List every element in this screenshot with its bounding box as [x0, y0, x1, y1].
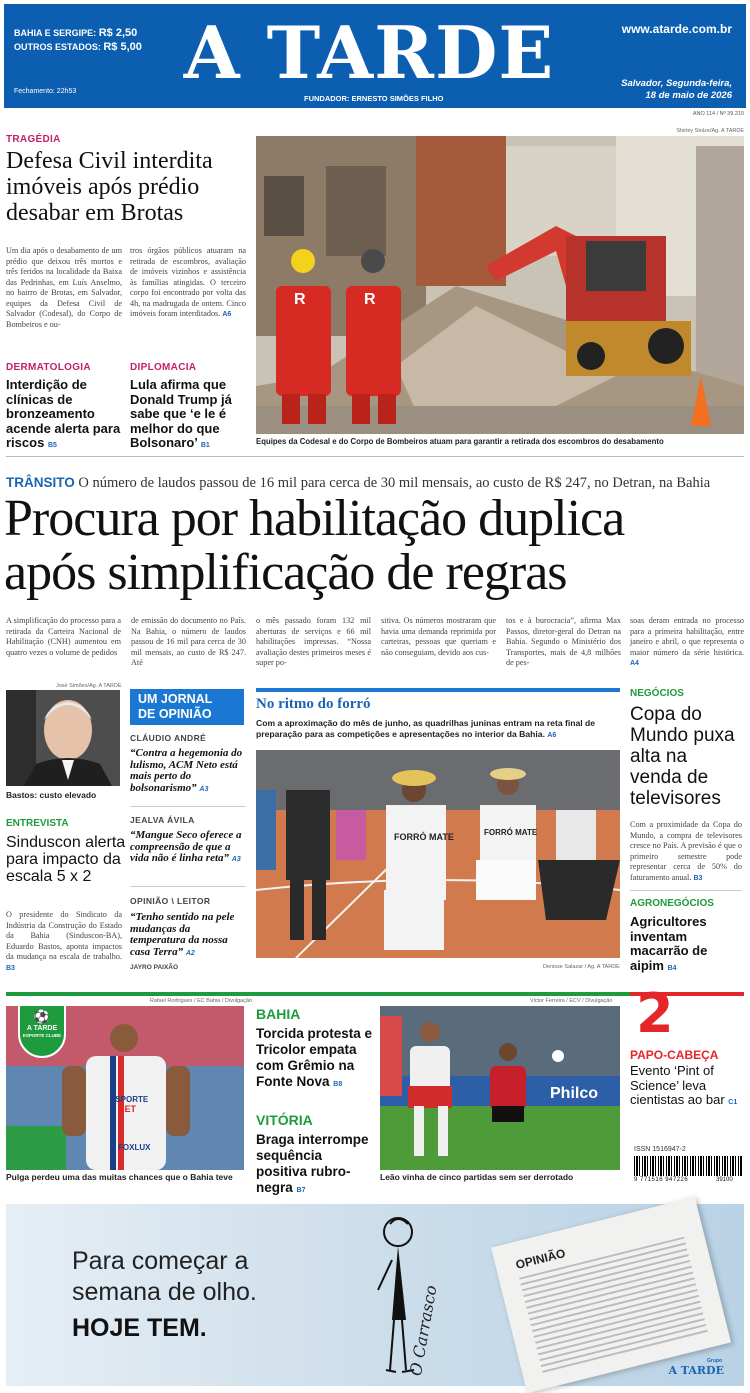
- edition-date: Salvador, Segunda-feira, 18 de maio de 2026: [621, 78, 732, 101]
- bahia-headline[interactable]: Torcida protesta e Tricolor empata com Grêmio na Fonte Nova B8: [256, 1026, 373, 1089]
- interview-headline[interactable]: Sinduscon alerta para impacto da escala 5 x 2: [6, 834, 126, 885]
- collapse-photo[interactable]: [256, 136, 744, 434]
- vitoria-photo[interactable]: [380, 1006, 620, 1170]
- edition-number: ANO 114 / Nº 39.210: [692, 111, 744, 117]
- sports-club-badge: ⚽ A TARDE ESPORTE CLUBE: [18, 1006, 66, 1058]
- closing-time: Fechamento: 22h53: [14, 88, 77, 95]
- vitoria-match-scene: [380, 1006, 620, 1170]
- kicker-dermatologia: DERMATOLOGIA: [6, 362, 91, 373]
- kicker-papo-cabeca: PAPO-CABEÇA: [630, 1048, 719, 1062]
- top-story-col2: tros órgãos públicos atuaram na retirada de escombros, avaliação de imóveis vizinhos e assistência às famílias atingidas. O terceiro corpo foi encontrado por volta das 4h, na madrugada de ontem. Cinco imóveis foram interditados. A6: [130, 246, 246, 318]
- interview-photo-credit: José Simões/Ag. A TARDE: [56, 683, 122, 689]
- main-col-3: o mês passado foram 132 mil aberturas de serviços e 66 mil habilitações impressas. “Nossa avaliação destes primeiros meses é super po-: [256, 616, 371, 667]
- vest-letter-1: R: [294, 291, 306, 308]
- photo-credit: Shirley Stolze/Ag. A TARDE: [676, 128, 744, 134]
- vitoria-caption: Leão vinha de cinco partidas sem ser derrotado: [380, 1172, 574, 1182]
- papo-headline[interactable]: Evento ‘Pint of Science’ leva cientistas ao bar C1: [630, 1063, 738, 1107]
- main-col-4: sitiva. Os números mostraram que havia uma demanda reprimida por carteiras, pessoas que queriam e não conseguiam, devido aos cus-: [381, 616, 496, 657]
- cartoonist-signature: O Carrasco: [406, 1283, 441, 1378]
- website-link[interactable]: www.atarde.com.br: [621, 22, 732, 36]
- agro-headline[interactable]: Agricultores inventam macarrão de aipim B4: [630, 914, 708, 973]
- main-headline[interactable]: Procura por habilitação duplica após simplificação de regras: [4, 490, 625, 601]
- vitoria-headline[interactable]: Braga interrompe sequência positiva rubro-negra B7: [256, 1132, 369, 1195]
- barcode: [634, 1156, 742, 1176]
- main-col-6: soas deram entrada no processo para a primeira habilitação, entre janeiro e abril, o que representa o maior número da série histórica. A4: [630, 616, 744, 667]
- ad-brand: A TARDE: [668, 1364, 724, 1377]
- divider: [130, 806, 246, 807]
- teaser-dermatologia[interactable]: Interdição de clínicas de bronzeamento acende alerta para riscos B5: [6, 377, 121, 450]
- opinion-quote-2[interactable]: “Mangue Seco oferece a compreensão de que a vida não é linha reta” A3: [130, 829, 242, 864]
- kicker-entrevista: ENTREVISTA: [6, 818, 69, 829]
- forro-photo-credit: Denisse Salazar / Ag. A TARDE: [543, 964, 620, 970]
- main-col-2: de emissão do documento no País. Na Bahia, o número de laudos passou de 16 mil para cerca de 30 mil mensais, ao custo de R$ 247. Até: [131, 616, 246, 667]
- interview-caption: Bastos: custo elevado: [6, 790, 97, 800]
- teaser-diplomacia[interactable]: Lula afirma que Donald Trump já sabe que ‘e le é melhor do que Bolsonaro’ B1: [130, 377, 232, 450]
- opinion-signature: JAYRO PAIXÃO: [130, 964, 179, 971]
- advertisement[interactable]: [6, 1204, 744, 1386]
- business-headline[interactable]: Copa do Mundo puxa alta na venda de televisores: [630, 704, 735, 809]
- interview-photo[interactable]: [6, 690, 120, 786]
- barcode-addon: 39100: [716, 1177, 733, 1183]
- opinion-author-1: CLÁUDIO ANDRÉ: [130, 733, 207, 743]
- kicker-negocios: NEGÓCIOS: [630, 688, 684, 699]
- kicker-bahia: BAHIA: [256, 1006, 301, 1022]
- newspaper-logo: A TARDE: [183, 10, 555, 95]
- collapse-scene: [256, 136, 744, 434]
- kicker-tragedia: TRAGÉDIA: [6, 134, 61, 145]
- divider: [630, 890, 742, 891]
- divider: [130, 886, 246, 887]
- soccer-ball-icon: ⚽: [33, 1009, 51, 1024]
- main-deck: TRÂNSITO O número de laudos passou de 16 mil para cerca de 30 mil mensais, ao custo de R$ 247, no Detran, na Bahia: [6, 475, 711, 491]
- price-block: BAHIA E SERGIPE: R$ 2,50 OUTROS ESTADOS: R$ 5,00: [14, 27, 142, 53]
- folded-newspaper-icon: OPINIÃO: [491, 1197, 731, 1393]
- sports-left-credit: Rafael Rodrigues / EC Bahia / Divulgação: [150, 998, 253, 1004]
- ad-brand-small: Grupo: [707, 1358, 722, 1364]
- ad-tagline: Para começar a semana de olho.: [72, 1247, 257, 1306]
- jersey-sponsor-2: BET: [118, 1104, 136, 1114]
- shirt-text-1: FORRÓ MATE: [394, 832, 454, 842]
- divider: [6, 456, 744, 457]
- kicker-diplomacia: DIPLOMACIA: [130, 362, 197, 373]
- vest-letter-2: R: [364, 291, 376, 308]
- opinion-author-2: JEALVA ÁVILA: [130, 815, 195, 825]
- shirt-text-2: FORRÓ MATE: [484, 828, 538, 837]
- bahia-caption: Pulga perdeu uma das muitas chances que o Bahia teve: [6, 1172, 233, 1182]
- kicker-vitoria: VITÓRIA: [256, 1112, 313, 1128]
- business-text: Com a proximidade da Copa do Mundo, a compra de televisores cresce no País. A previsão é que o primeiro semestre pode representar cerca de 50% do faturamento anual. B3: [630, 820, 742, 882]
- opinion-quote-1[interactable]: “Contra a hegemonia do lulismo, ACM Neto está mais perto do bolsonarismo” A3: [130, 747, 243, 794]
- interview-text: O presidente do Sindicato da Indústria da Construção do Estado da Bahia (Sinduscon-BA), Eduardo Bastos, aponta impactos da mudança na escala de trabalho. B3: [6, 910, 122, 972]
- top-photo-caption: Equipes da Codesal e do Corpo de Bombeiros atuam para garantir a retirada dos escombros do desabamento: [256, 437, 664, 446]
- stadium-ad-board: Philco: [550, 1085, 599, 1102]
- top-story-col1: Um dia após o desabamento de um prédio que deixou três mortos e três feridos na localidade da Baixa das Pedrinhas, em Luís Anselmo, no bairro de Brotas, em Salvador, equipes da Defesa Civil de Salvador (Codesal), do Corpo de Bombeiros e ou-: [6, 246, 122, 329]
- section-number: 2: [636, 982, 674, 1045]
- forro-photo[interactable]: [256, 750, 620, 958]
- bahia-photo[interactable]: [6, 1006, 244, 1170]
- barcode-digits: 9 771516 947226: [634, 1177, 689, 1183]
- ad-hoje-tem: HOJE TEM.: [72, 1314, 207, 1342]
- jersey-sponsor-3: FOXLUX: [118, 1143, 151, 1152]
- founder-line: FUNDADOR: ERNESTO SIMÕES FILHO: [304, 94, 444, 103]
- masthead: [4, 4, 746, 108]
- opinion-banner: UM JORNAL DE OPINIÃO: [130, 689, 244, 725]
- main-col-5: tos e à burocracia”, afirma Max Passos, diretor-geral do Detran na Bahia. Segundo o Ministério dos Transportes, mais de 4,8 milhões de pes-: [506, 616, 621, 667]
- opinion-quote-3[interactable]: “Tenho sentido na pele mudanças da temperatura da nossa casa Terra” A2: [130, 911, 235, 958]
- forro-headline[interactable]: No ritmo do forró: [256, 696, 371, 712]
- forro-text: Com a aproximação do mês de junho, as quadrilhas juninas entram na reta final de preparação para as competições e apresentações no interior da Bahia. A6: [256, 718, 596, 739]
- dancers-scene: [256, 750, 620, 958]
- forro-top-rule: [256, 688, 620, 692]
- top-headline[interactable]: Defesa Civil interdita imóveis após prédio desabar em Brotas: [6, 148, 213, 226]
- opinion-author-3: OPINIÃO \ LEITOR: [130, 896, 211, 906]
- main-story-body: [6, 616, 746, 674]
- kicker-agronegocios: AGRONEGÓCIOS: [630, 898, 714, 909]
- main-col-1: A simplificação do processo para a retirada da Carteira Nacional de Habilitação (CNH) aumentou em quatro vezes o volume de pedidos: [6, 616, 121, 657]
- issn: ISSN 1516947-2: [634, 1146, 686, 1153]
- sports-right-credit: Victor Ferreira / ECV / Divulgação: [530, 998, 613, 1004]
- portrait-image: [6, 690, 120, 786]
- jersey-sponsor-1: ESPORTE: [110, 1095, 149, 1104]
